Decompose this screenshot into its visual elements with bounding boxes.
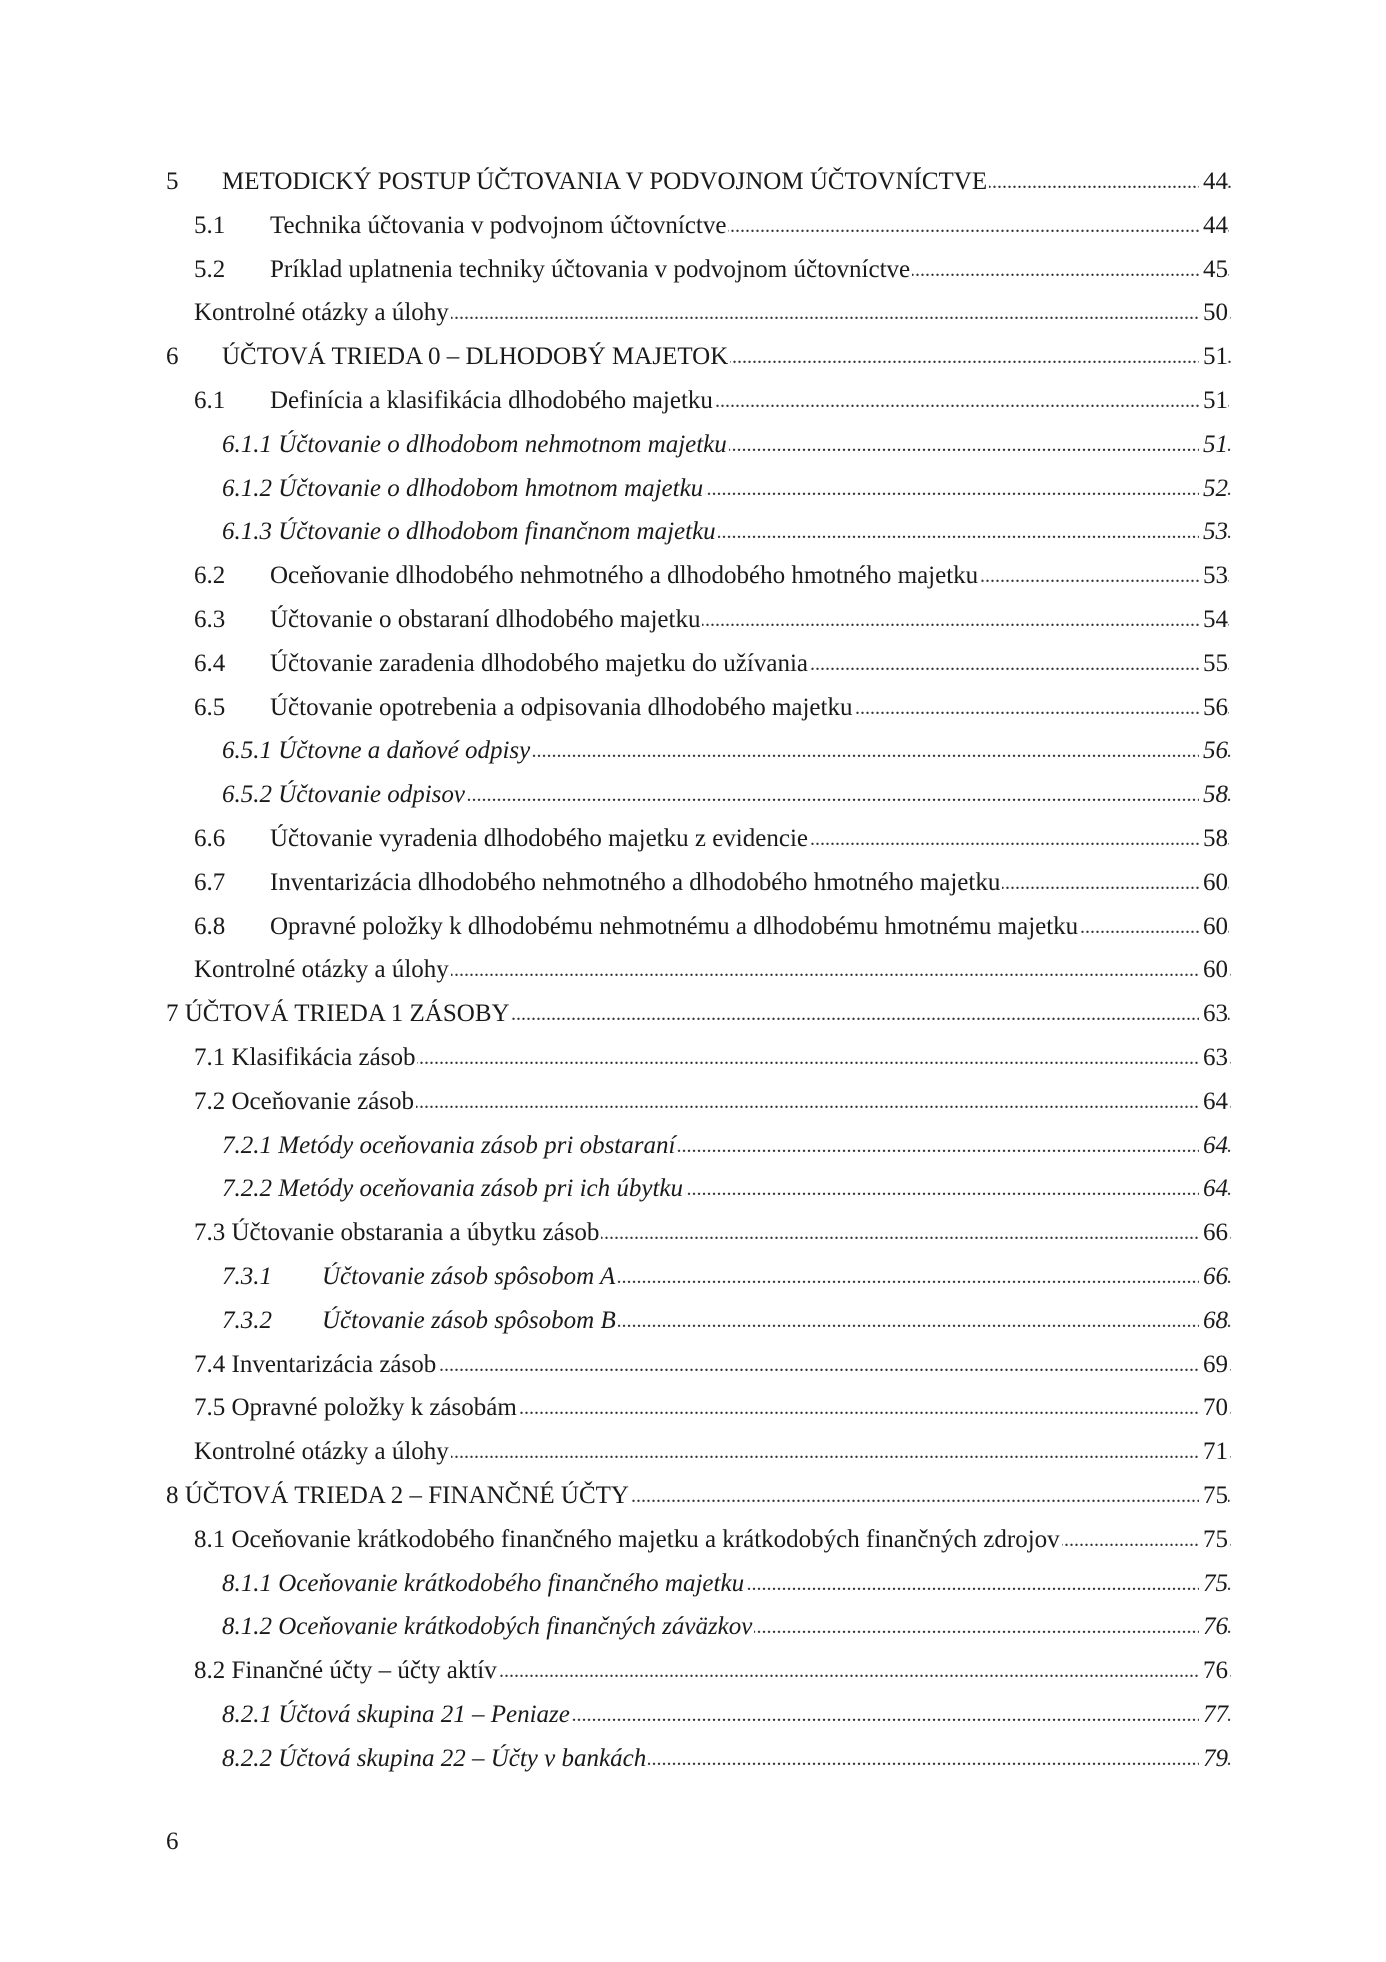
toc-entry-leader — [270, 204, 1231, 248]
toc-entry-leader — [194, 1386, 1231, 1430]
toc-entry-number: 6.2 — [194, 562, 226, 589]
toc-entry[interactable] — [0, 1562, 1386, 1606]
toc-entry-page: 58 — [1199, 817, 1228, 861]
toc-entry-number: 7.3.2 — [222, 1307, 272, 1334]
page-number: 6 — [166, 1828, 179, 1855]
toc-entry[interactable] — [0, 861, 1386, 905]
toc-entry-page: 75 — [1199, 1562, 1228, 1606]
toc-entry-leader — [222, 1737, 1231, 1781]
toc-entry-page: 51 — [1199, 335, 1228, 379]
toc-entry-leader — [322, 1299, 1231, 1343]
toc-entry[interactable] — [0, 204, 1386, 248]
toc-entry[interactable] — [0, 335, 1386, 379]
toc-entry-title: Účtovanie zaradenia dlhodobého majetku do užívania — [270, 650, 808, 677]
toc-entry[interactable] — [0, 992, 1386, 1036]
toc-entry-leader — [194, 291, 1231, 335]
toc-entry-title: Príklad uplatnenia techniky účtovania v podvojnom účtovníctve — [270, 256, 911, 283]
toc-entry-page: 44 — [1199, 204, 1228, 248]
toc-entry-page: 56 — [1199, 729, 1228, 773]
toc-entry-number: 6.7 — [194, 869, 226, 896]
toc-entry-leader — [270, 554, 1231, 598]
toc-entry-leader — [194, 1036, 1231, 1080]
toc-entry-title: Inventarizácia dlhodobého nehmotného a dlhodobého hmotného majetku — [270, 869, 1001, 896]
toc-entry[interactable] — [0, 1518, 1386, 1562]
toc-entry-page: 60 — [1199, 861, 1228, 905]
toc-entry[interactable] — [0, 1386, 1386, 1430]
toc-entry-title: 6.1.2 Účtovanie o dlhodobom hmotnom majetku — [222, 475, 704, 502]
toc-entry-page: 64 — [1199, 1167, 1228, 1211]
toc-entry-leader — [322, 1255, 1231, 1299]
toc-entry[interactable] — [0, 1167, 1386, 1211]
toc-entry-number: 6.6 — [194, 825, 226, 852]
toc-entry[interactable] — [0, 291, 1386, 335]
toc-entry[interactable] — [0, 1693, 1386, 1737]
toc-entry-page: 76 — [1199, 1605, 1228, 1649]
toc-entry[interactable] — [0, 948, 1386, 992]
toc-entry-number: 6.3 — [194, 606, 226, 633]
toc-entry-title: ÚČTOVÁ TRIEDA 0 – DLHODOBÝ MAJETOK — [222, 343, 729, 370]
toc-entry[interactable] — [0, 1124, 1386, 1168]
toc-entry-page: 63 — [1199, 992, 1228, 1036]
toc-entry[interactable] — [0, 554, 1386, 598]
toc-entry-leader — [222, 773, 1231, 817]
toc-entry-title: 7.2.1 Metódy oceňovania zásob pri obstaraní — [222, 1132, 676, 1159]
toc-entry-title: Účtovanie o obstaraní dlhodobého majetku — [270, 606, 701, 633]
toc-entry-leader — [270, 686, 1231, 730]
toc-entry-leader — [270, 379, 1231, 423]
toc-entry-leader — [222, 1167, 1231, 1211]
toc-entry[interactable] — [0, 1649, 1386, 1693]
toc-entry[interactable] — [0, 905, 1386, 949]
toc-entry[interactable] — [0, 773, 1386, 817]
toc-entry-leader — [222, 1693, 1231, 1737]
toc-entry-leader — [194, 1080, 1231, 1124]
toc-entry-leader — [194, 1343, 1231, 1387]
toc-entry-title: Definícia a klasifikácia dlhodobého majetku — [270, 387, 713, 414]
toc-entry-page: 68 — [1199, 1299, 1228, 1343]
toc-entry-title: 7.4 Inventarizácia zásob — [194, 1351, 437, 1378]
toc-entry-page: 60 — [1199, 948, 1228, 992]
toc-entry-page: 51 — [1199, 423, 1228, 467]
toc-entry-title: 7.3 Účtovanie obstarania a úbytku zásob — [194, 1219, 600, 1246]
toc-entry-leader — [222, 510, 1231, 554]
toc-entry-page: 79 — [1199, 1737, 1228, 1781]
toc-entry-title: Technika účtovania v podvojnom účtovníctve — [270, 212, 727, 239]
toc-entry[interactable] — [0, 642, 1386, 686]
toc-entry-number: 6 — [166, 343, 179, 370]
toc-entry-title: 8.1.2 Oceňovanie krátkodobých finančných záväzkov — [222, 1613, 753, 1640]
toc-entry-title: Kontrolné otázky a úlohy — [194, 1438, 449, 1465]
toc-entry-leader — [270, 861, 1231, 905]
toc-entry-page: 50 — [1199, 291, 1228, 335]
toc-entry-leader — [270, 598, 1231, 642]
toc-entry-title: Účtovanie opotrebenia a odpisovania dlhodobého majetku — [270, 694, 853, 721]
toc-entry-title: Účtovanie vyradenia dlhodobého majetku z evidencie — [270, 825, 808, 852]
toc-entry-leader — [270, 905, 1231, 949]
toc-entry-number: 5.2 — [194, 256, 226, 283]
toc-entry-title: Opravné položky k dlhodobému nehmotnému a dlhodobému hmotnému majetku — [270, 913, 1079, 940]
toc-entry-leader — [194, 1430, 1231, 1474]
toc-entry-title: 8 ÚČTOVÁ TRIEDA 2 – FINANČNÉ ÚČTY — [166, 1482, 629, 1509]
toc-entry-title: 6.1.3 Účtovanie o dlhodobom finančnom majetku — [222, 518, 716, 545]
toc-entry-leader — [270, 817, 1231, 861]
toc-entry-page: 63 — [1199, 1036, 1228, 1080]
toc-entry-page: 71 — [1199, 1430, 1228, 1474]
toc-entry-page: 56 — [1199, 686, 1228, 730]
toc-entry-number: 6.8 — [194, 913, 226, 940]
toc-entry-page: 70 — [1199, 1386, 1228, 1430]
toc-entry-number: 6.5 — [194, 694, 226, 721]
toc-entry[interactable] — [0, 1737, 1386, 1781]
toc-entry-leader — [270, 248, 1231, 292]
toc-entry-title: 7.2 Oceňovanie zásob — [194, 1088, 415, 1115]
toc-entry[interactable] — [0, 1430, 1386, 1474]
toc-entry-page: 53 — [1199, 510, 1228, 554]
toc-entry-title: METODICKÝ POSTUP ÚČTOVANIA V PODVOJNOM ÚČTOVNÍCTVE — [222, 168, 988, 195]
toc-entry-page: 75 — [1199, 1474, 1228, 1518]
toc-entry-title: Účtovanie zásob spôsobom B — [322, 1307, 616, 1334]
toc-entry-page: 58 — [1199, 773, 1228, 817]
toc-entry-title: 7.2.2 Metódy oceňovania zásob pri ich úbytku — [222, 1175, 684, 1202]
toc-entry-title: Kontrolné otázky a úlohy — [194, 299, 449, 326]
toc-entry-page: 45 — [1199, 248, 1228, 292]
toc-entry-title: 8.2.2 Účtová skupina 22 – Účty v bankách — [222, 1745, 647, 1772]
toc-entry-title: 8.2 Finančné účty – účty aktív — [194, 1657, 497, 1684]
toc-entry-page: 52 — [1199, 467, 1228, 511]
toc-entry-leader — [194, 1518, 1231, 1562]
toc-entry-number: 7.3.1 — [222, 1263, 272, 1290]
toc-entry-title: 7 ÚČTOVÁ TRIEDA 1 ZÁSOBY — [166, 1000, 510, 1027]
toc-entry[interactable] — [0, 1036, 1386, 1080]
toc-entry-page: 75 — [1199, 1518, 1228, 1562]
toc-entry-page: 66 — [1199, 1211, 1228, 1255]
toc-entry-page: 60 — [1199, 905, 1228, 949]
toc-entry-title: Účtovanie zásob spôsobom A — [322, 1263, 616, 1290]
toc-entry-number: 5.1 — [194, 212, 226, 239]
toc-entry[interactable] — [0, 160, 1386, 204]
toc-entry-title: Oceňovanie dlhodobého nehmotného a dlhodobého hmotného majetku — [270, 562, 979, 589]
toc-entry-page: 77 — [1199, 1693, 1228, 1737]
toc-entry-leader — [194, 1211, 1231, 1255]
toc-entry[interactable] — [0, 598, 1386, 642]
toc-entry-page: 76 — [1199, 1649, 1228, 1693]
toc-entry-title: 8.1 Oceňovanie krátkodobého finančného majetku a krátkodobých finančných zdrojov — [194, 1526, 1060, 1553]
toc-entry-page: 54 — [1199, 598, 1228, 642]
toc-entry-page: 51 — [1199, 379, 1228, 423]
toc-entry[interactable] — [0, 467, 1386, 511]
toc-entry[interactable] — [0, 1211, 1386, 1255]
toc-entry-leader — [222, 160, 1231, 204]
toc-entry-title: 8.2.1 Účtová skupina 21 – Peniaze — [222, 1701, 570, 1728]
toc-entry[interactable] — [0, 729, 1386, 773]
toc-entry[interactable] — [0, 686, 1386, 730]
toc-entry-leader — [222, 423, 1231, 467]
toc-entry[interactable] — [0, 248, 1386, 292]
toc-entry-page: 55 — [1199, 642, 1228, 686]
toc-entry-leader — [194, 1649, 1231, 1693]
toc-entry[interactable] — [0, 1080, 1386, 1124]
toc-entry-leader — [222, 1605, 1231, 1649]
toc-entry[interactable] — [0, 1255, 1386, 1299]
toc-entry-title: 6.1.1 Účtovanie o dlhodobom nehmotnom majetku — [222, 431, 727, 458]
toc-entry-title: 6.5.2 Účtovanie odpisov — [222, 781, 466, 808]
toc-entry-page: 64 — [1199, 1080, 1228, 1124]
toc-entry-page: 69 — [1199, 1343, 1228, 1387]
toc-entry-leader — [222, 1124, 1231, 1168]
toc-entry-title: 6.5.1 Účtovne a daňové odpisy — [222, 737, 531, 764]
toc-entry[interactable] — [0, 1605, 1386, 1649]
toc-entry[interactable] — [0, 1343, 1386, 1387]
toc-entry-page: 44 — [1199, 160, 1228, 204]
toc-entry-leader — [166, 992, 1231, 1036]
toc-entry-page: 53 — [1199, 554, 1228, 598]
toc-entry-leader — [222, 1562, 1231, 1606]
toc-entry-page: 66 — [1199, 1255, 1228, 1299]
toc-entry-number: 5 — [166, 168, 179, 195]
toc-entry-leader — [222, 335, 1231, 379]
toc-entry-leader — [166, 1474, 1231, 1518]
toc-entry-leader — [194, 948, 1231, 992]
toc-entry-leader — [222, 467, 1231, 511]
toc-entry[interactable] — [0, 1299, 1386, 1343]
toc-entry[interactable] — [0, 1474, 1386, 1518]
toc-entry-number: 6.4 — [194, 650, 226, 677]
toc-entry-leader — [222, 729, 1231, 773]
toc-entry-page: 64 — [1199, 1124, 1228, 1168]
toc-entry-title: 7.1 Klasifikácia zásob — [194, 1044, 416, 1071]
toc-entry[interactable] — [0, 510, 1386, 554]
toc-entry-title: Kontrolné otázky a úlohy — [194, 956, 449, 983]
toc-entry[interactable] — [0, 379, 1386, 423]
toc-entry-title: 8.1.1 Oceňovanie krátkodobého finančného majetku — [222, 1570, 745, 1597]
toc-entry-title: 7.5 Opravné položky k zásobám — [194, 1394, 517, 1421]
toc-entry[interactable] — [0, 423, 1386, 467]
toc-entry-number: 6.1 — [194, 387, 226, 414]
toc-entry-leader — [270, 642, 1231, 686]
toc-entry[interactable] — [0, 817, 1386, 861]
